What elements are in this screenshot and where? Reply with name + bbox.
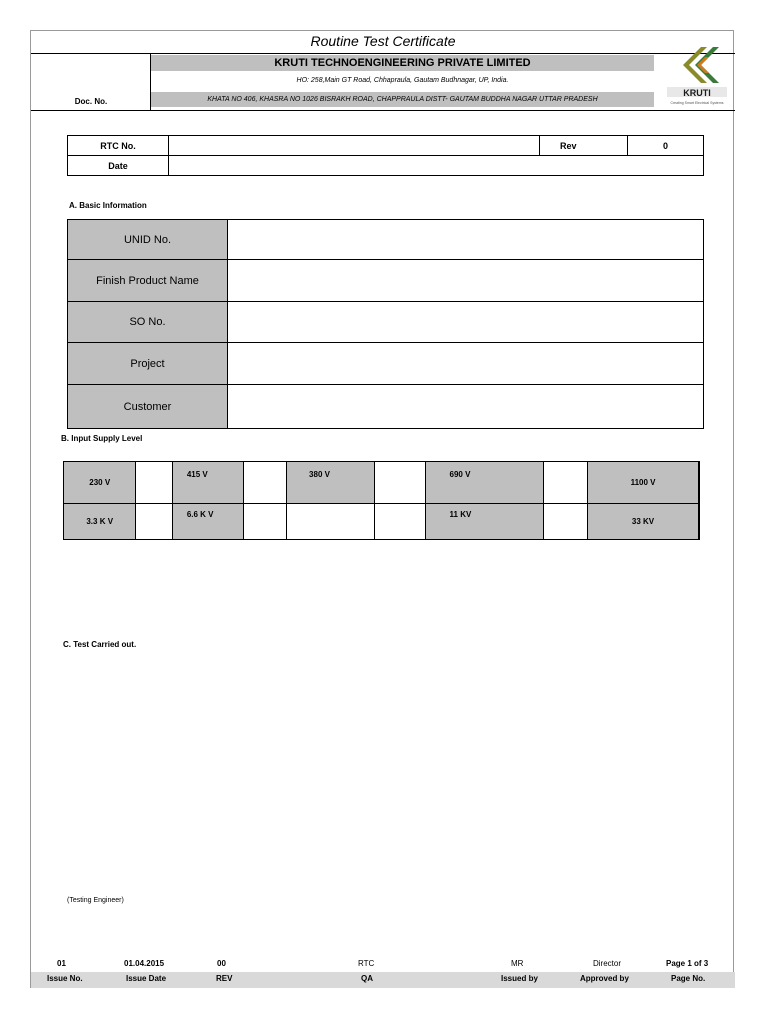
head-office-address: HO: 258,Main GT Road, Chhapraula, Gautam Budhnagar, UP, India. bbox=[296, 77, 509, 84]
basic-info-table bbox=[67, 219, 704, 429]
registered-address: KHATA NO 406, KHASRA NO 1026 BISRAKH ROAD, CHAPPRAULA DISTT- GAUTAM BUDDHA NAGAR UTTAR PRADESH bbox=[151, 92, 654, 107]
basic-info-heading: A. Basic Information bbox=[69, 201, 147, 210]
footer-page-no: Page 1 of 3 bbox=[666, 959, 709, 968]
footer-approved-by: Director bbox=[593, 959, 622, 968]
supply-380v-label: 380 V bbox=[287, 462, 375, 504]
rtc-no-label: RTC No. bbox=[68, 136, 169, 156]
supply-33kv-check[interactable] bbox=[699, 504, 700, 540]
footer-label-qa: QA bbox=[361, 974, 373, 983]
so-no-label: SO No. bbox=[68, 302, 228, 343]
company-logo bbox=[661, 43, 733, 107]
footer-issue-date: 01.04.2015 bbox=[124, 959, 165, 968]
testing-engineer-label: (Testing Engineer) bbox=[67, 897, 124, 904]
footer-issue-no: 01 bbox=[57, 959, 66, 968]
unid-value[interactable] bbox=[228, 220, 704, 260]
finish-product-value[interactable] bbox=[228, 260, 704, 302]
supply-11kv-check[interactable] bbox=[543, 504, 587, 540]
project-value[interactable] bbox=[228, 343, 704, 385]
footer-issued-by: MR bbox=[511, 959, 524, 968]
supply-230v-check[interactable] bbox=[136, 462, 172, 504]
footer-label-issued-by: Issued by bbox=[501, 974, 538, 983]
supply-230v-label: 230 V bbox=[64, 462, 136, 504]
footer-label-rev: REV bbox=[216, 974, 233, 983]
footer-label-issue-date: Issue Date bbox=[126, 974, 167, 983]
project-label: Project bbox=[68, 343, 228, 385]
date-value[interactable] bbox=[169, 156, 704, 176]
unid-label: UNID No. bbox=[68, 220, 228, 260]
doc-no-label: Doc. No. bbox=[74, 97, 108, 106]
footer-qa: RTC bbox=[358, 959, 375, 968]
supply-3-3kv-label: 3.3 K V bbox=[64, 504, 136, 540]
supply-6-6kv-check[interactable] bbox=[243, 504, 286, 540]
rtc-no-value[interactable] bbox=[169, 136, 540, 156]
logo-text: KRUTI bbox=[683, 88, 711, 98]
logo-tagline: Creating Smart Electrical Systems bbox=[670, 101, 724, 105]
footer-label-issue-no: Issue No. bbox=[47, 974, 83, 983]
footer-rev: 00 bbox=[217, 959, 226, 968]
kruti-logo-icon bbox=[661, 43, 733, 107]
supply-1100v-check[interactable] bbox=[699, 462, 700, 504]
rev-label: Rev bbox=[540, 136, 628, 156]
supply-690v-check[interactable] bbox=[543, 462, 587, 504]
footer-label-page-no: Page No. bbox=[671, 974, 706, 983]
test-carried-out-heading: C. Test Carried out. bbox=[63, 640, 137, 649]
supply-3-3kv-check[interactable] bbox=[136, 504, 172, 540]
header-rule-top bbox=[31, 53, 735, 54]
rtc-table bbox=[67, 135, 704, 176]
document-title: Routine Test Certificate bbox=[310, 33, 456, 49]
header-rule-bottom bbox=[31, 110, 735, 111]
supply-6-6kv-label: 6.6 K V bbox=[172, 504, 243, 540]
supply-33kv-label: 33 KV bbox=[588, 504, 699, 540]
footer-label-approved-by: Approved by bbox=[580, 974, 629, 983]
supply-380v-check[interactable] bbox=[374, 462, 425, 504]
supply-690v-label: 690 V bbox=[425, 462, 543, 504]
supply-415v-label: 415 V bbox=[172, 462, 243, 504]
certificate-page bbox=[30, 30, 734, 988]
customer-value[interactable] bbox=[228, 385, 704, 429]
company-name: KRUTI TECHNOENGINEERING PRIVATE LIMITED bbox=[151, 55, 654, 71]
customer-label: Customer bbox=[68, 385, 228, 429]
finish-product-label: Finish Product Name bbox=[68, 260, 228, 302]
supply-1100v-label: 1100 V bbox=[588, 462, 699, 504]
supply-blank-label bbox=[287, 504, 375, 540]
rev-value[interactable]: 0 bbox=[628, 136, 704, 156]
supply-blank-check[interactable] bbox=[374, 504, 425, 540]
input-supply-table bbox=[63, 461, 700, 540]
so-no-value[interactable] bbox=[228, 302, 704, 343]
input-supply-heading: B. Input Supply Level bbox=[61, 434, 143, 443]
supply-415v-check[interactable] bbox=[243, 462, 286, 504]
date-label: Date bbox=[68, 156, 169, 176]
supply-11kv-label: 11 KV bbox=[425, 504, 543, 540]
